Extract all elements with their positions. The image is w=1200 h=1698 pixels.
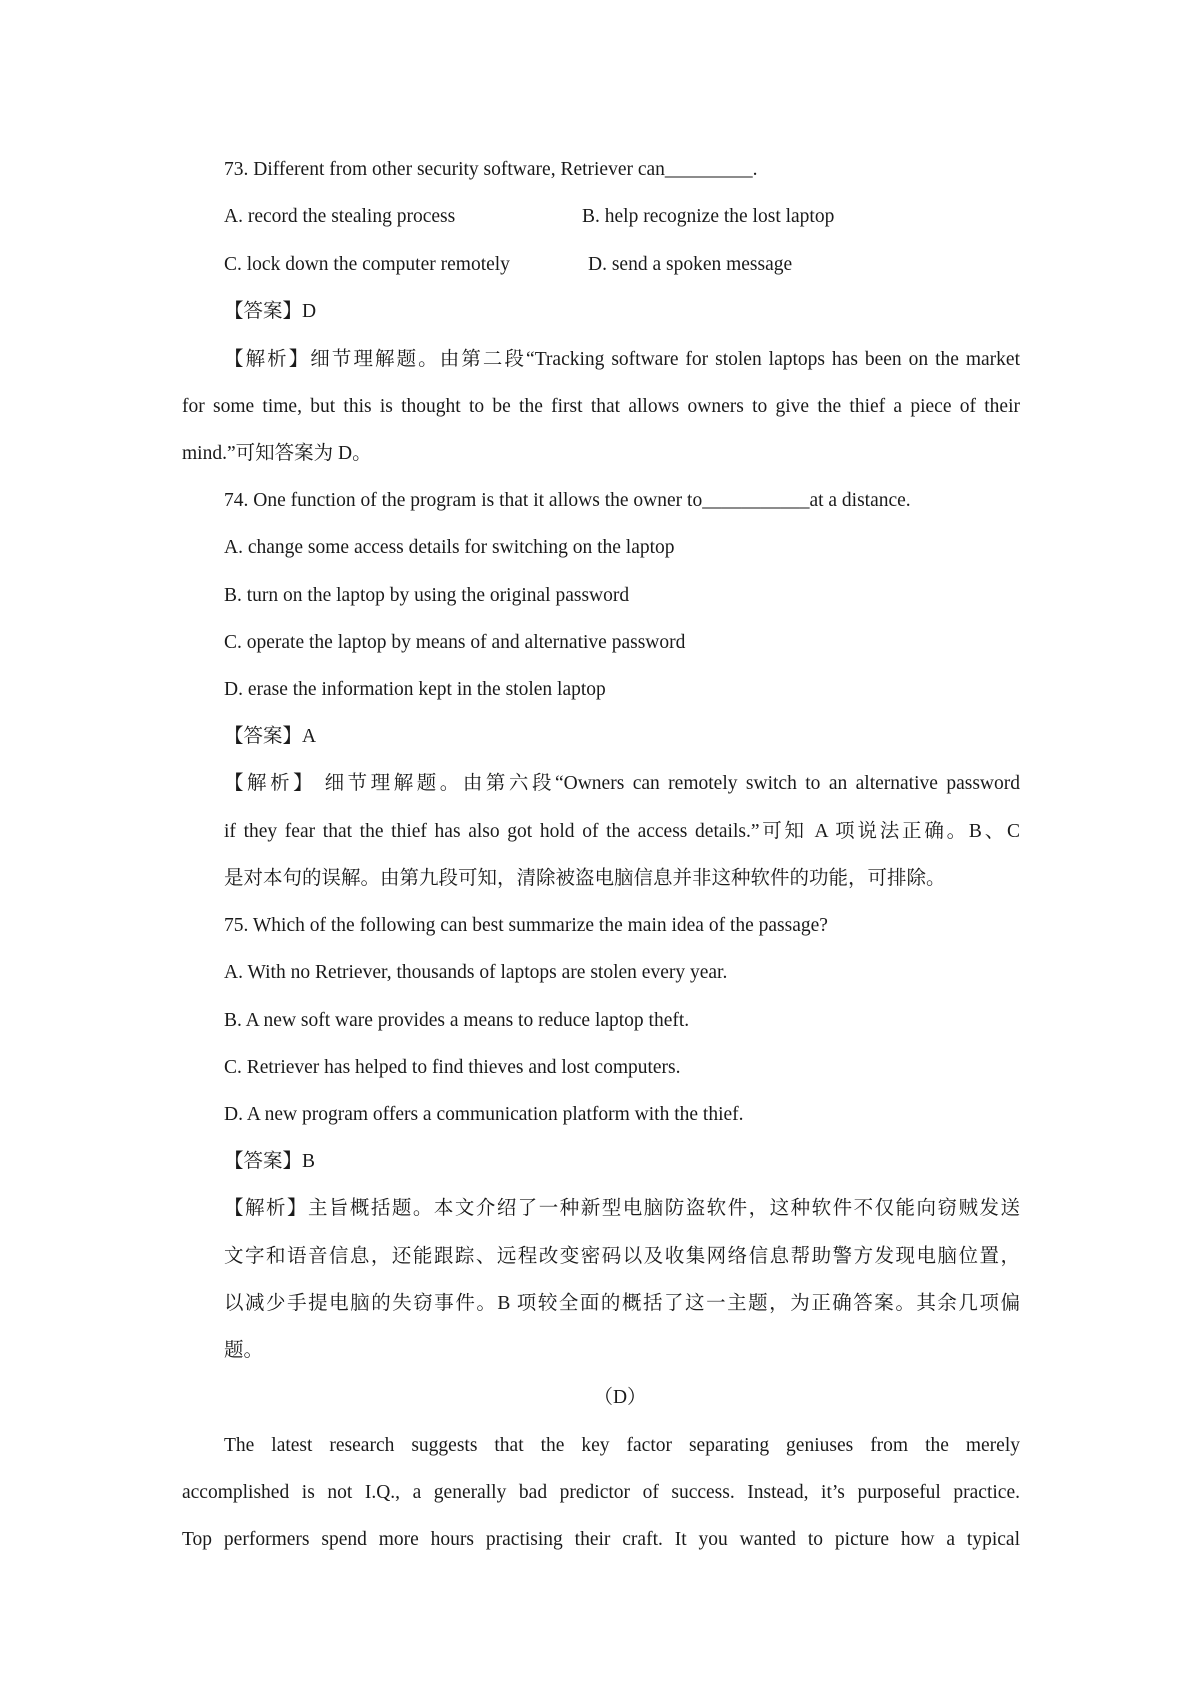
section-d-paragraph-line-3: Top performers spend more hours practising their craft. It you wanted to picture how a typical [182, 1529, 1020, 1550]
q74-option-c: C. operate the laptop by means of and alternative password [224, 632, 686, 653]
q73-option-c: C. lock down the computer remotely [224, 254, 510, 275]
q75-option-c: C. Retriever has helped to find thieves and lost computers. [224, 1057, 681, 1078]
q75-option-d: D. A new program offers a communication platform with the thief. [224, 1104, 744, 1125]
q74-option-b: B. turn on the laptop by using the original password [224, 585, 630, 606]
section-d-heading: （D） [593, 1387, 647, 1408]
q73-option-a: A. record the stealing process [224, 206, 456, 227]
q75-option-b: B. A new soft ware provides a means to reduce laptop theft. [224, 1010, 690, 1031]
q74-answer: 【答案】A [224, 726, 317, 747]
q74-analysis-line-2: if they fear that the thief has also got hold of the access details.”可知 A 项说法正确。B、C [224, 821, 1020, 842]
q75-stem: 75. Which of the following can best summarize the main idea of the passage? [224, 915, 828, 936]
q73-analysis-line-3: mind.”可知答案为 D。 [182, 443, 372, 464]
q74-option-a: A. change some access details for switching on the laptop [224, 537, 675, 558]
q73-analysis-line-1: 【解析】细节理解题。由第二段“Tracking software for stolen laptops has been on the market [224, 349, 1020, 370]
q75-analysis-line-2: 文字和语音信息，还能跟踪、远程改变密码以及收集网络信息帮助警方发现电脑位置， [224, 1246, 1020, 1267]
q74-analysis-line-3: 是对本句的误解。由第九段可知，清除被盗电脑信息并非这种软件的功能，可排除。 [224, 868, 946, 889]
q74-analysis-line-1: 【解析】 细节理解题。由第六段“Owners can remotely switch to an alternative password [224, 773, 1020, 794]
q73-option-b: B. help recognize the lost laptop [582, 206, 835, 227]
q75-analysis-line-1: 【解析】主旨概括题。本文介绍了一种新型电脑防盗软件，这种软件不仅能向窃贼发送 [224, 1198, 1020, 1219]
q73-answer: 【答案】D [224, 301, 317, 322]
section-d-paragraph-line-2: accomplished is not I.Q., a generally bad predictor of success. Instead, it’s purposeful practice. [182, 1482, 1020, 1503]
q73-option-d: D. send a spoken message [588, 254, 793, 275]
q73-stem: 73. Different from other security software, Retriever can_________. [224, 159, 758, 180]
q75-option-a: A. With no Retriever, thousands of laptops are stolen every year. [224, 962, 728, 983]
q75-analysis-line-4: 题。 [224, 1340, 264, 1361]
q74-option-d: D. erase the information kept in the stolen laptop [224, 679, 606, 700]
section-d-paragraph-line-1: The latest research suggests that the key factor separating geniuses from the merely [224, 1435, 1020, 1456]
q74-stem: 74. One function of the program is that it allows the owner to___________at a distance. [224, 490, 911, 511]
q75-analysis-line-3: 以减少手提电脑的失窃事件。B 项较全面的概括了这一主题，为正确答案。其余几项偏 [224, 1293, 1020, 1314]
q75-answer: 【答案】B [224, 1151, 316, 1172]
q73-analysis-line-2: for some time, but this is thought to be the first that allows owners to give the thief a piece of their [182, 396, 1020, 417]
